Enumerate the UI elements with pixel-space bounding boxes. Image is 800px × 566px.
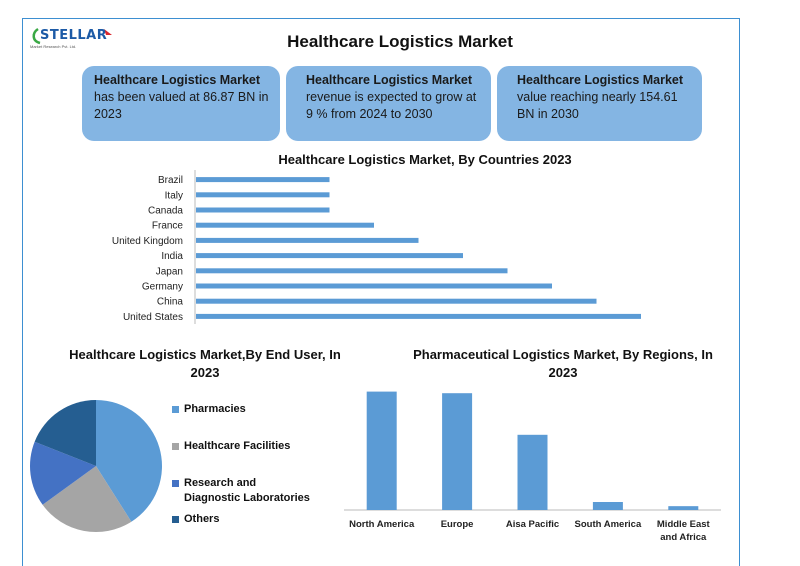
region-bar xyxy=(593,502,623,510)
region-bar xyxy=(367,392,397,510)
country-bar xyxy=(196,223,374,228)
info-box-text: revenue is expected to grow at 9 % from 2024 to 2030 xyxy=(306,90,477,121)
country-bar xyxy=(196,268,508,273)
legend-swatch xyxy=(172,480,179,487)
country-tick-label: Brazil xyxy=(157,175,183,187)
page-title: Healthcare Logistics Market xyxy=(287,32,513,51)
country-bar xyxy=(196,192,330,197)
country-tick-label: India xyxy=(161,251,183,263)
legend-label: Research and Diagnostic Laboratories xyxy=(184,477,310,504)
country-tick-label: Japan xyxy=(155,266,183,278)
info-box-text: value reaching nearly 154.61 BN in 2030 xyxy=(517,90,678,121)
country-bar xyxy=(196,253,463,258)
region-tick-label: Middle East and Africa xyxy=(656,519,710,543)
region-tick-label: South America xyxy=(574,519,642,530)
country-bar xyxy=(196,238,419,243)
legend-swatch xyxy=(172,516,179,523)
info-box-bold: Healthcare Logistics Market xyxy=(94,73,261,87)
region-bar xyxy=(518,435,548,510)
country-bar xyxy=(196,177,330,182)
logo-text: STELLAR xyxy=(40,28,108,43)
legend-swatch xyxy=(172,443,179,450)
logo-subtitle: Market Research Pvt. Ltd. xyxy=(30,44,77,49)
country-tick-label: Italy xyxy=(164,190,183,202)
legend-swatch xyxy=(172,406,179,413)
region-tick-label: North America xyxy=(349,519,415,530)
country-tick-label: United Kingdom xyxy=(111,235,183,247)
country-bar xyxy=(196,284,552,289)
country-bar xyxy=(196,314,641,319)
region-tick-label: Aisa Pacific xyxy=(505,519,560,530)
info-box-bold: Healthcare Logistics Market xyxy=(517,73,684,87)
end-user-chart-title: Healthcare Logistics Market,By End User, In 2023 xyxy=(69,347,341,380)
country-tick-label: France xyxy=(151,220,183,232)
country-tick-label: United States xyxy=(122,311,183,323)
legend-label: Others xyxy=(184,513,220,525)
country-bar xyxy=(196,299,597,304)
legend-label: Healthcare Facilities xyxy=(184,440,291,452)
regions-bar-chart xyxy=(330,380,730,550)
region-tick-label: Europe xyxy=(440,519,474,530)
country-tick-label: Germany xyxy=(141,281,183,293)
legend-label: Pharmacies xyxy=(184,403,246,415)
country-tick-label: China xyxy=(156,296,183,308)
info-box-valuation xyxy=(82,66,280,141)
countries-chart-title: Healthcare Logistics Market, By Countries 2023 xyxy=(278,152,572,167)
region-bar xyxy=(442,393,472,510)
country-tick-label: Canada xyxy=(147,205,183,217)
end-user-pie-chart xyxy=(28,398,168,538)
regions-chart-title: Pharmaceutical Logistics Market, By Regions, In 2023 xyxy=(413,347,713,380)
info-box-forecast xyxy=(497,66,702,141)
info-box-bold: Healthcare Logistics Market xyxy=(306,73,473,87)
info-box-growth xyxy=(286,66,491,141)
countries-bar-chart xyxy=(0,168,800,328)
info-box-text: has been valued at 86.87 BN in 2023 xyxy=(94,90,269,121)
country-bar xyxy=(196,208,330,213)
region-bar xyxy=(668,506,698,510)
